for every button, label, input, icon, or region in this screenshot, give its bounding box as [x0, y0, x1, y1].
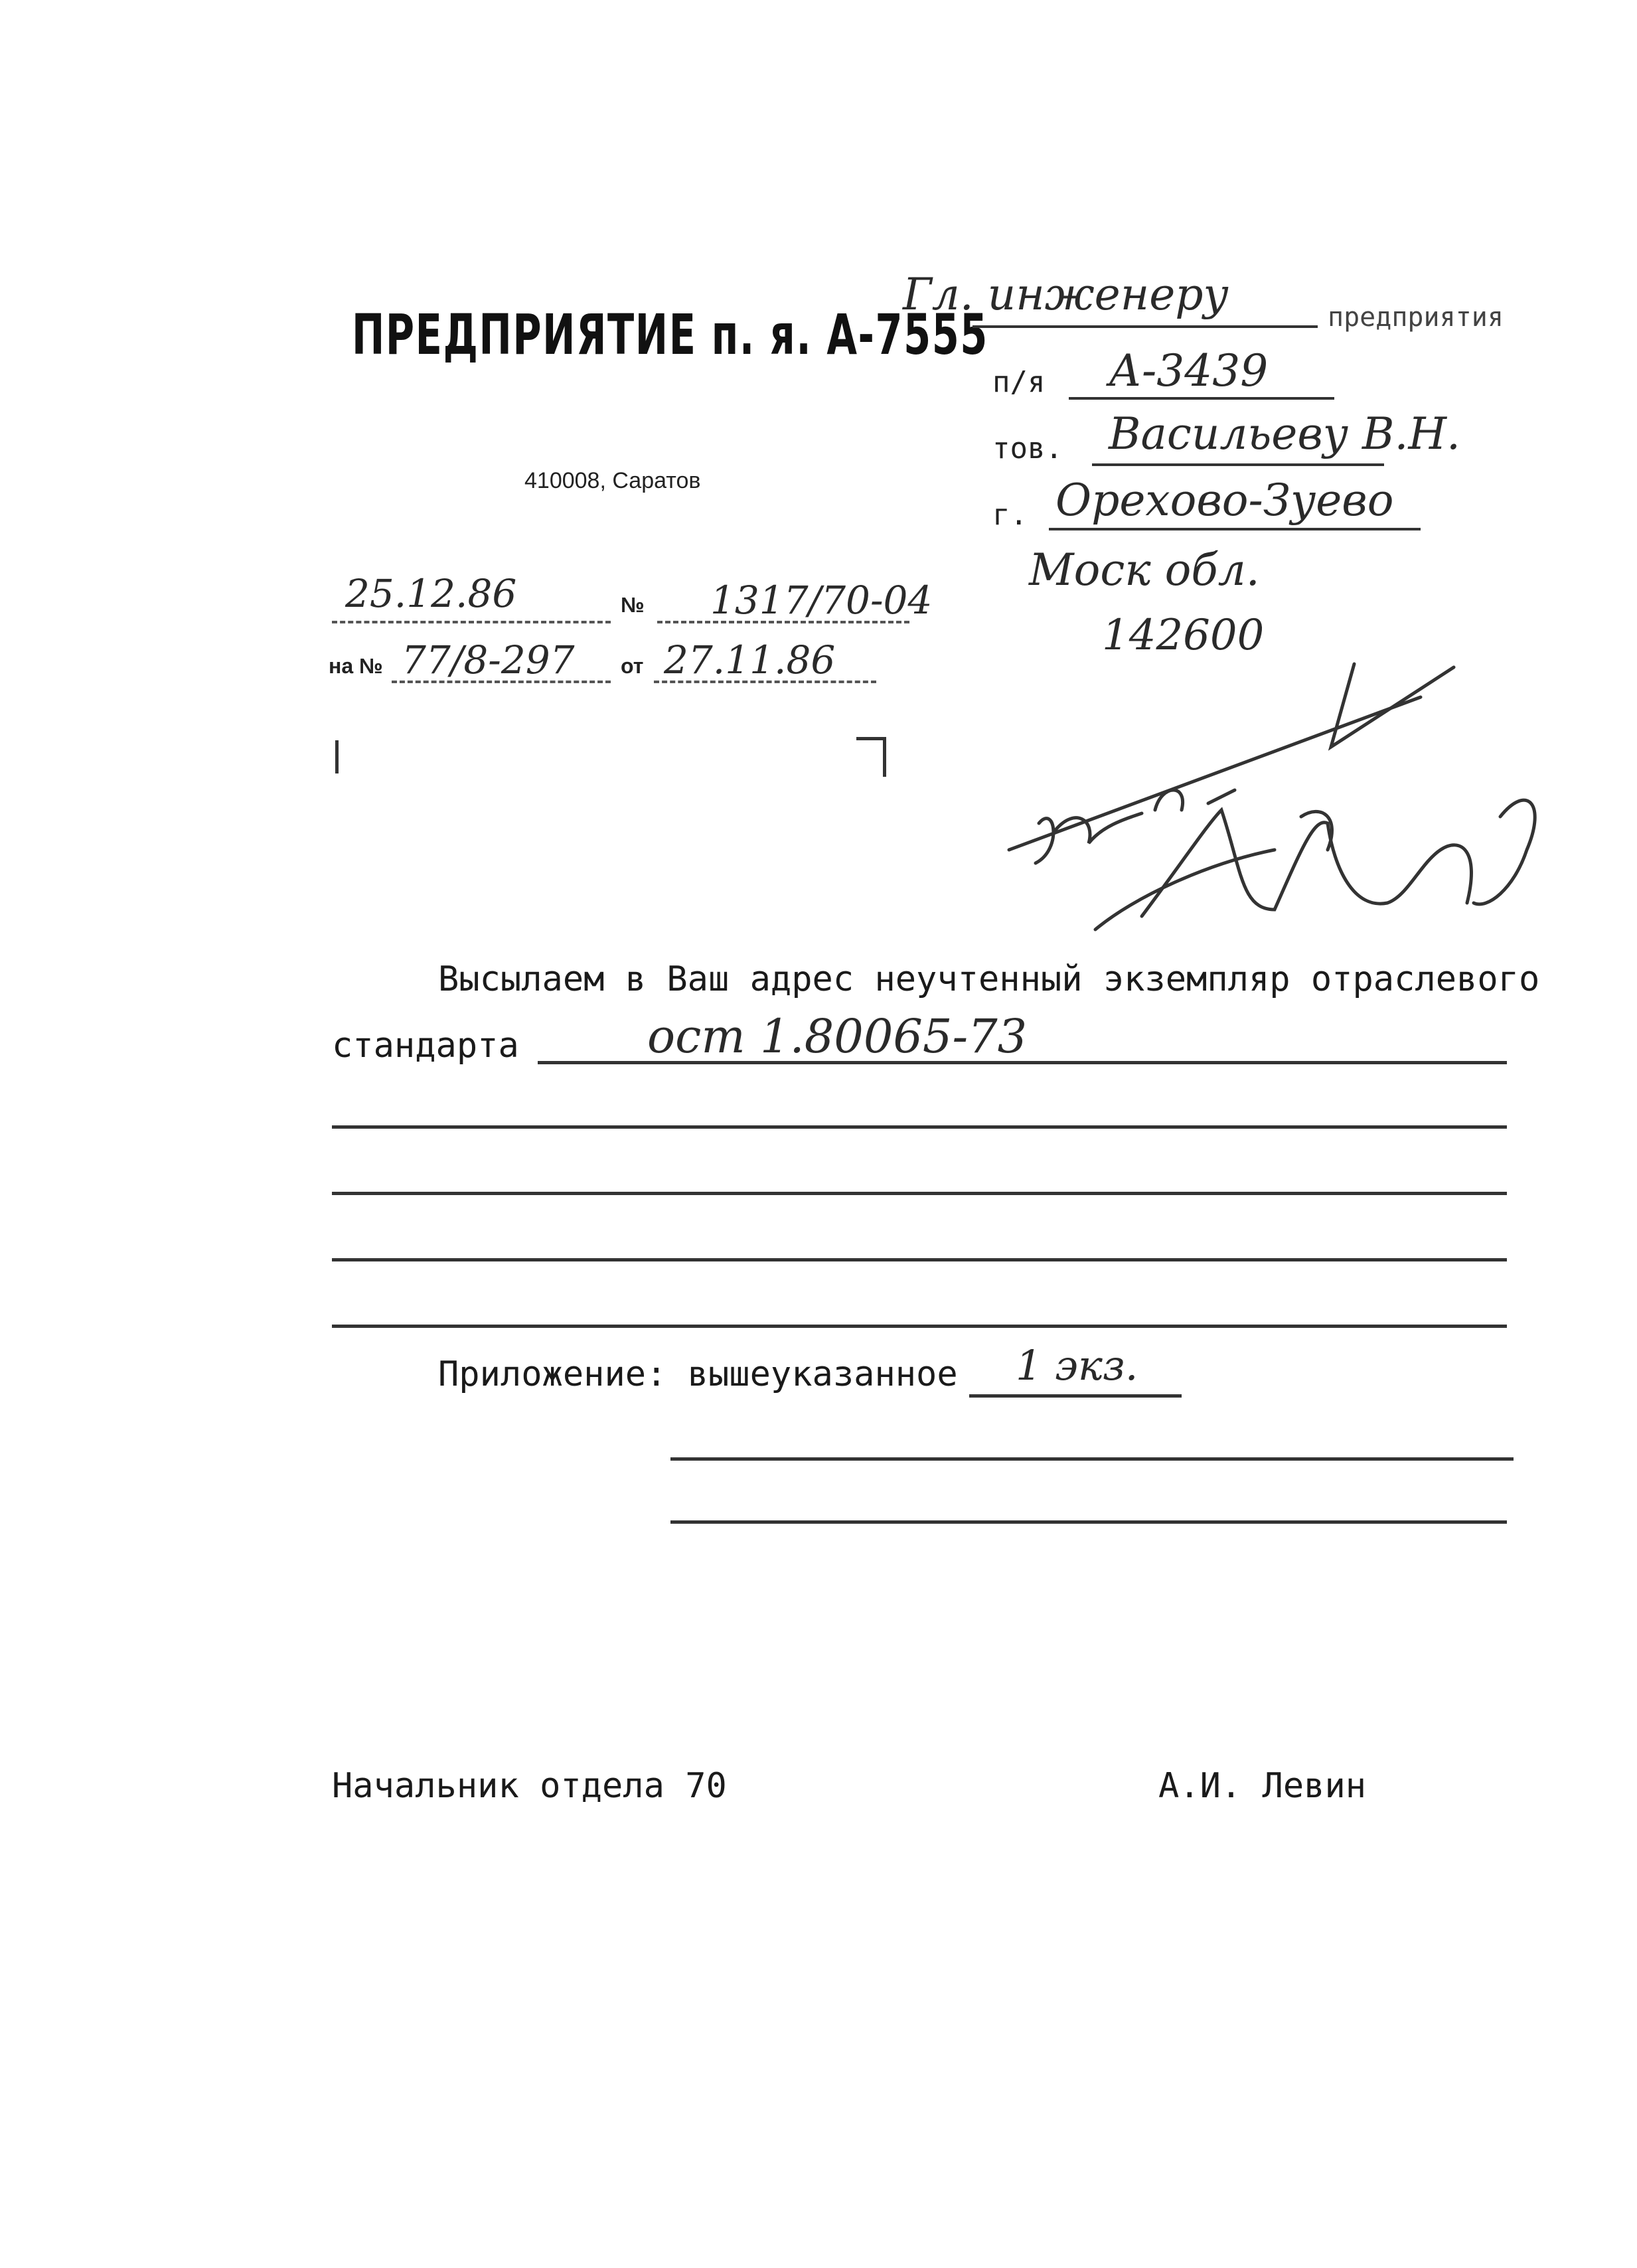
- window-corner-right: [856, 737, 886, 777]
- blank-line-1: [332, 1125, 1507, 1129]
- letter-date: 25.12.86: [345, 571, 517, 616]
- recipient-to-whom: Гл. инженеру: [903, 269, 1229, 320]
- standard-underline: [538, 1061, 1507, 1064]
- attachment-label: Приложение: вышеуказанное: [438, 1354, 958, 1394]
- recipient-postcode: 142600: [1102, 611, 1265, 660]
- number-underline: [657, 621, 909, 623]
- recipient-region: Моск обл.: [1029, 544, 1260, 596]
- signer-name: А.И. Левин: [1158, 1766, 1367, 1806]
- organization-address: 410008, Саратов: [524, 468, 701, 493]
- number-label: №: [621, 593, 645, 617]
- attachment-blank-line-2: [670, 1520, 1507, 1524]
- standard-number: ост 1.80065-73: [647, 1009, 1028, 1064]
- recipient-city-label: г.: [992, 498, 1028, 532]
- recipient-box-label: п/я: [992, 365, 1046, 399]
- recipient-enterprise-label: предприятия: [1328, 302, 1504, 333]
- reply-number-underline: [392, 681, 611, 683]
- recipient-comrade-value: Васильеву В.Н.: [1109, 408, 1461, 459]
- to-whom-underline: [973, 325, 1318, 328]
- body-line-2-prefix: стандарта: [332, 1026, 519, 1066]
- reply-number: 77/8-297: [402, 637, 575, 683]
- blank-line-3: [332, 1258, 1507, 1261]
- recipient-city-value: Орехово-Зуево: [1055, 475, 1394, 526]
- recipient-box-value: А-3439: [1109, 345, 1269, 396]
- date-underline: [332, 621, 611, 623]
- recipient-comrade-label: тов.: [992, 432, 1063, 465]
- reply-date: 27.11.86: [664, 637, 836, 683]
- letter-number: 1317/70-04: [710, 578, 933, 623]
- reply-date-underline: [654, 681, 876, 683]
- organization-title: ПРЕДПРИЯТИЕ п. я. А-7555: [352, 302, 988, 367]
- blank-line-4: [332, 1325, 1507, 1328]
- body-line-1: Высылаем в Ваш адрес неучтенный экземпляр отраслевого: [438, 959, 1540, 999]
- city-underline: [1049, 528, 1421, 530]
- attachment-value: 1 экз.: [1016, 1341, 1138, 1390]
- blank-line-2: [332, 1192, 1507, 1195]
- box-underline: [1069, 397, 1334, 400]
- comrade-underline: [1092, 463, 1384, 466]
- reply-prefix: на №: [329, 654, 383, 678]
- handwritten-resolution-mark: [929, 651, 1560, 956]
- window-corner-left: [335, 740, 365, 773]
- attachment-underline: [969, 1394, 1182, 1398]
- signer-position: Начальник отдела 70: [332, 1766, 727, 1806]
- reply-from-label: от: [621, 654, 644, 678]
- attachment-blank-line-1: [670, 1457, 1514, 1461]
